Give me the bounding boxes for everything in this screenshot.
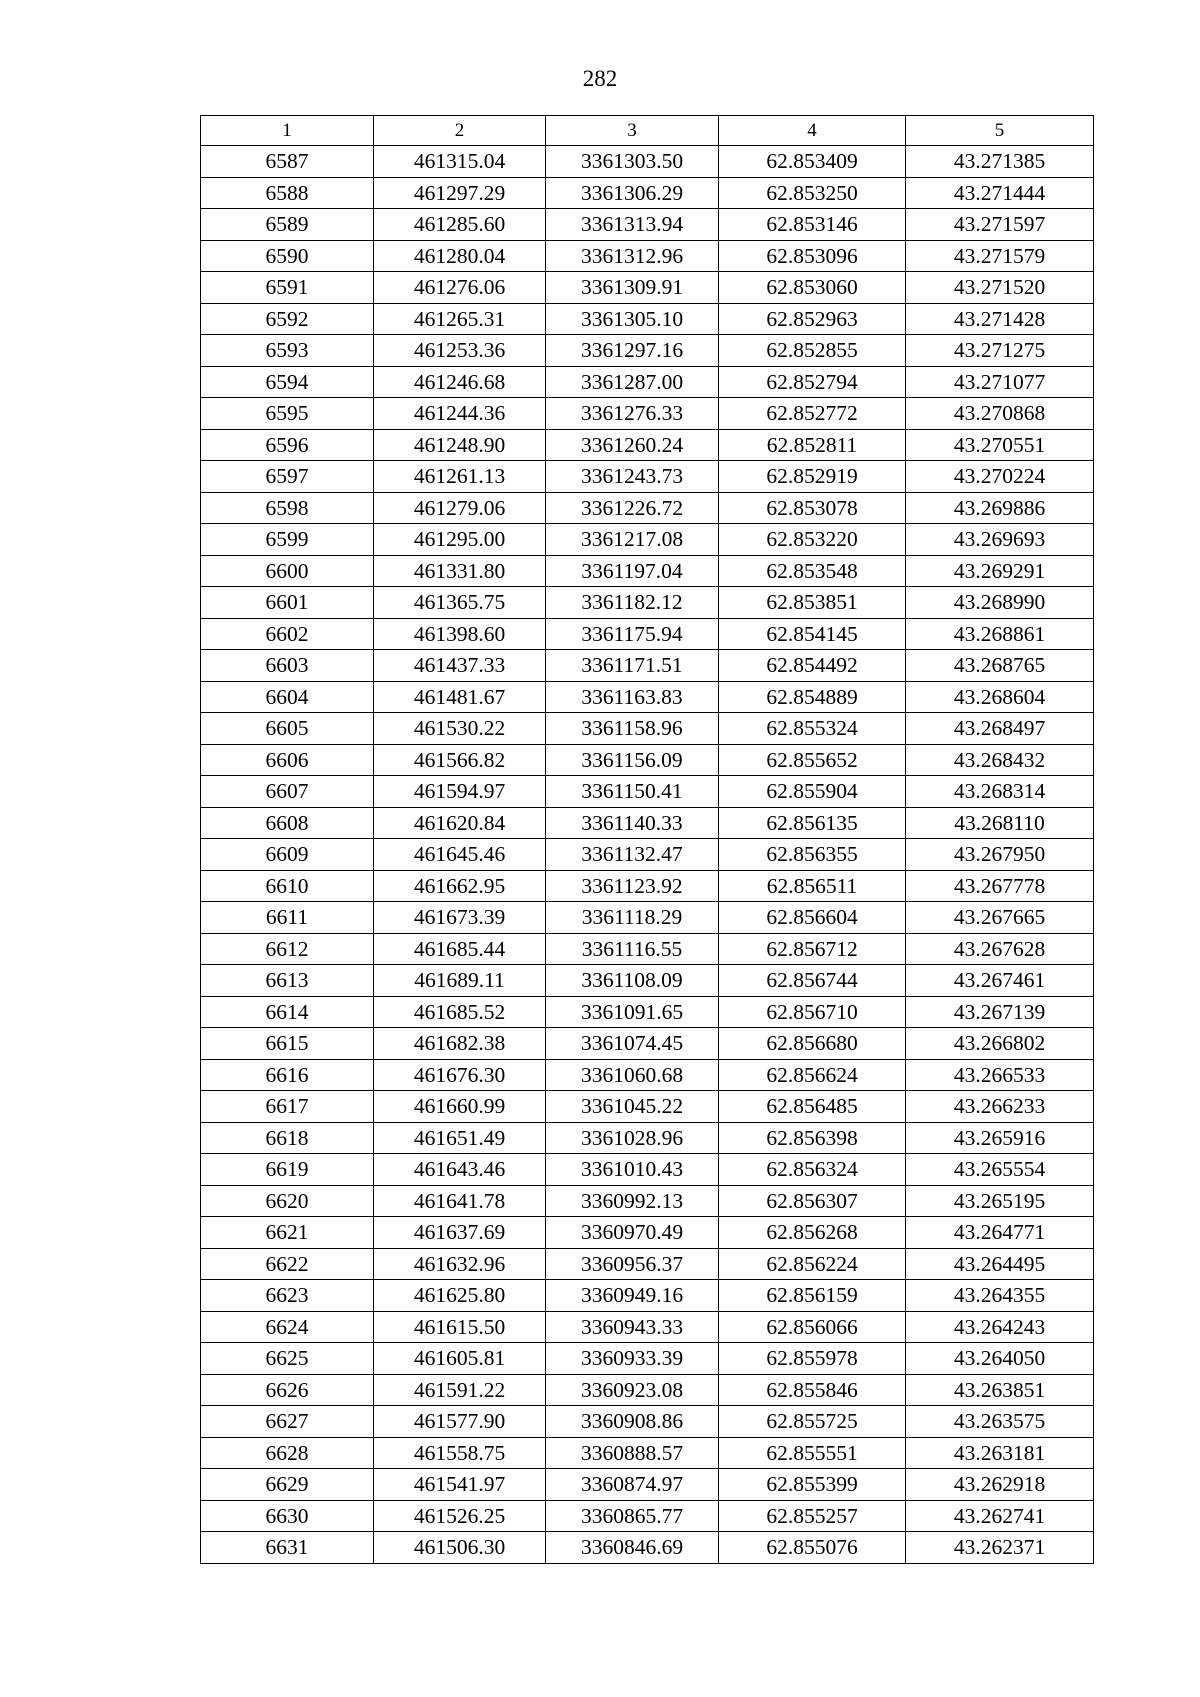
table-cell: 62.856224 <box>719 1248 906 1280</box>
column-header: 2 <box>374 116 546 146</box>
table-cell: 43.263851 <box>906 1374 1094 1406</box>
table-cell: 43.267628 <box>906 933 1094 965</box>
table-cell: 6594 <box>201 366 374 398</box>
table-row <box>201 1122 1094 1154</box>
table-cell: 6623 <box>201 1280 374 1312</box>
table-row <box>201 996 1094 1028</box>
table-cell: 461331.80 <box>374 555 546 587</box>
table-cell: 62.856604 <box>719 902 906 934</box>
table-cell: 6595 <box>201 398 374 430</box>
table-cell: 43.265916 <box>906 1122 1094 1154</box>
table-cell: 3361118.29 <box>546 902 719 934</box>
table-cell: 43.267778 <box>906 870 1094 902</box>
table-cell: 62.854492 <box>719 650 906 682</box>
table-cell: 62.856066 <box>719 1311 906 1343</box>
table-cell: 461558.75 <box>374 1437 546 1469</box>
table-cell: 3361108.09 <box>546 965 719 997</box>
table-cell: 43.268861 <box>906 618 1094 650</box>
table-cell: 3360949.16 <box>546 1280 719 1312</box>
table-row <box>201 807 1094 839</box>
table-row <box>201 524 1094 556</box>
table-cell: 62.853096 <box>719 240 906 272</box>
table-row <box>201 240 1094 272</box>
table-row <box>201 1217 1094 1249</box>
table-cell: 43.266533 <box>906 1059 1094 1091</box>
table-cell: 62.856624 <box>719 1059 906 1091</box>
table-cell: 62.856398 <box>719 1122 906 1154</box>
table-cell: 62.855324 <box>719 713 906 745</box>
table-row <box>201 1154 1094 1186</box>
table-cell: 461246.68 <box>374 366 546 398</box>
table-cell: 43.270224 <box>906 461 1094 493</box>
table-row <box>201 1437 1094 1469</box>
table-cell: 6598 <box>201 492 374 524</box>
table-cell: 3360846.69 <box>546 1532 719 1564</box>
table-row <box>201 461 1094 493</box>
table-cell: 461625.80 <box>374 1280 546 1312</box>
table-cell: 62.856307 <box>719 1185 906 1217</box>
table-cell: 3360874.97 <box>546 1469 719 1501</box>
table-cell: 461285.60 <box>374 209 546 241</box>
table-row <box>201 555 1094 587</box>
table-row <box>201 1406 1094 1438</box>
table-cell: 3360888.57 <box>546 1437 719 1469</box>
table-cell: 43.271428 <box>906 303 1094 335</box>
table-cell: 43.262371 <box>906 1532 1094 1564</box>
table-cell: 3361158.96 <box>546 713 719 745</box>
table-cell: 461566.82 <box>374 744 546 776</box>
table-cell: 62.854889 <box>719 681 906 713</box>
table-cell: 3361140.33 <box>546 807 719 839</box>
table-row <box>201 146 1094 178</box>
table-row <box>201 492 1094 524</box>
table-cell: 461676.30 <box>374 1059 546 1091</box>
table-cell: 6600 <box>201 555 374 587</box>
table-cell: 43.271385 <box>906 146 1094 178</box>
table-cell: 43.265554 <box>906 1154 1094 1186</box>
table-cell: 62.852919 <box>719 461 906 493</box>
table-row <box>201 1185 1094 1217</box>
table-cell: 3360933.39 <box>546 1343 719 1375</box>
table-row <box>201 1091 1094 1123</box>
table-cell: 461632.96 <box>374 1248 546 1280</box>
table-cell: 3361156.09 <box>546 744 719 776</box>
table-cell: 3361091.65 <box>546 996 719 1028</box>
table-cell: 62.855978 <box>719 1343 906 1375</box>
table-cell: 6614 <box>201 996 374 1028</box>
table-cell: 6603 <box>201 650 374 682</box>
table-cell: 461645.46 <box>374 839 546 871</box>
table-cell: 461605.81 <box>374 1343 546 1375</box>
table-cell: 3360943.33 <box>546 1311 719 1343</box>
table-cell: 461685.52 <box>374 996 546 1028</box>
table-row <box>201 870 1094 902</box>
table-cell: 3360970.49 <box>546 1217 719 1249</box>
table-cell: 43.262918 <box>906 1469 1094 1501</box>
table-cell: 461643.46 <box>374 1154 546 1186</box>
table-cell: 6602 <box>201 618 374 650</box>
table-cell: 43.270868 <box>906 398 1094 430</box>
table-cell: 6599 <box>201 524 374 556</box>
table-cell: 62.856355 <box>719 839 906 871</box>
table-cell: 3361297.16 <box>546 335 719 367</box>
table-cell: 3361197.04 <box>546 555 719 587</box>
table-cell: 43.267139 <box>906 996 1094 1028</box>
table-cell: 6607 <box>201 776 374 808</box>
table-cell: 3361287.00 <box>546 366 719 398</box>
table-header-row <box>201 116 1094 146</box>
table-row <box>201 398 1094 430</box>
table-cell: 6589 <box>201 209 374 241</box>
table-cell: 461526.25 <box>374 1500 546 1532</box>
table-cell: 461244.36 <box>374 398 546 430</box>
table-cell: 43.269886 <box>906 492 1094 524</box>
coordinates-table <box>200 115 1094 1564</box>
table-cell: 43.271579 <box>906 240 1094 272</box>
table-cell: 6616 <box>201 1059 374 1091</box>
table-cell: 3361226.72 <box>546 492 719 524</box>
table-cell: 461673.39 <box>374 902 546 934</box>
table-row <box>201 177 1094 209</box>
table-cell: 62.856712 <box>719 933 906 965</box>
table-cell: 43.270551 <box>906 429 1094 461</box>
table-cell: 461620.84 <box>374 807 546 839</box>
table-row <box>201 1343 1094 1375</box>
table-cell: 6629 <box>201 1469 374 1501</box>
table-cell: 43.265195 <box>906 1185 1094 1217</box>
table-row <box>201 1311 1094 1343</box>
table-cell: 43.264355 <box>906 1280 1094 1312</box>
table-row <box>201 587 1094 619</box>
table-row <box>201 1248 1094 1280</box>
table-row <box>201 1469 1094 1501</box>
table-row <box>201 776 1094 808</box>
table-cell: 62.855076 <box>719 1532 906 1564</box>
table-cell: 3361163.83 <box>546 681 719 713</box>
table-cell: 6617 <box>201 1091 374 1123</box>
table-row <box>201 335 1094 367</box>
table-cell: 461637.69 <box>374 1217 546 1249</box>
table-row <box>201 366 1094 398</box>
table-cell: 461280.04 <box>374 240 546 272</box>
table-row <box>201 209 1094 241</box>
table-cell: 3361312.96 <box>546 240 719 272</box>
table-cell: 461577.90 <box>374 1406 546 1438</box>
table-cell: 62.852963 <box>719 303 906 335</box>
table-row <box>201 429 1094 461</box>
table-cell: 6627 <box>201 1406 374 1438</box>
table-cell: 43.262741 <box>906 1500 1094 1532</box>
table-cell: 62.855904 <box>719 776 906 808</box>
table-row <box>201 1059 1094 1091</box>
table-row <box>201 1500 1094 1532</box>
table-cell: 43.271275 <box>906 335 1094 367</box>
table-cell: 62.856680 <box>719 1028 906 1060</box>
table-cell: 62.852772 <box>719 398 906 430</box>
table-cell: 6593 <box>201 335 374 367</box>
table-cell: 62.852794 <box>719 366 906 398</box>
table-cell: 3360956.37 <box>546 1248 719 1280</box>
table-cell: 6610 <box>201 870 374 902</box>
table-cell: 6622 <box>201 1248 374 1280</box>
column-header: 1 <box>201 116 374 146</box>
table-cell: 3361060.68 <box>546 1059 719 1091</box>
table-cell: 62.855257 <box>719 1500 906 1532</box>
table-row <box>201 1280 1094 1312</box>
table-cell: 3361150.41 <box>546 776 719 808</box>
page-number: 282 <box>582 66 618 91</box>
table-cell: 6588 <box>201 177 374 209</box>
table-cell: 62.855399 <box>719 1469 906 1501</box>
table-cell: 3361243.73 <box>546 461 719 493</box>
table-cell: 461530.22 <box>374 713 546 745</box>
table-cell: 461437.33 <box>374 650 546 682</box>
table-cell: 461398.60 <box>374 618 546 650</box>
table-cell: 461297.29 <box>374 177 546 209</box>
table-cell: 6619 <box>201 1154 374 1186</box>
table-cell: 6609 <box>201 839 374 871</box>
table-cell: 43.271520 <box>906 272 1094 304</box>
table-row <box>201 303 1094 335</box>
table-cell: 461689.11 <box>374 965 546 997</box>
table-cell: 43.268765 <box>906 650 1094 682</box>
table-row <box>201 618 1094 650</box>
table-cell: 43.267461 <box>906 965 1094 997</box>
table-row <box>201 839 1094 871</box>
table-cell: 6590 <box>201 240 374 272</box>
table-cell: 3361276.33 <box>546 398 719 430</box>
table-cell: 461662.95 <box>374 870 546 902</box>
table-cell: 62.853548 <box>719 555 906 587</box>
table-cell: 6597 <box>201 461 374 493</box>
table-row <box>201 1532 1094 1564</box>
table-cell: 3361175.94 <box>546 618 719 650</box>
table-cell: 6605 <box>201 713 374 745</box>
table-cell: 62.855652 <box>719 744 906 776</box>
table-cell: 62.853250 <box>719 177 906 209</box>
table-cell: 6624 <box>201 1311 374 1343</box>
table-cell: 461660.99 <box>374 1091 546 1123</box>
table-row <box>201 713 1094 745</box>
table-cell: 43.266802 <box>906 1028 1094 1060</box>
table-row <box>201 1028 1094 1060</box>
table-row <box>201 681 1094 713</box>
table-cell: 3361182.12 <box>546 587 719 619</box>
table-cell: 3361309.91 <box>546 272 719 304</box>
table-cell: 43.268432 <box>906 744 1094 776</box>
table-cell: 6615 <box>201 1028 374 1060</box>
table-cell: 43.267950 <box>906 839 1094 871</box>
table-cell: 461481.67 <box>374 681 546 713</box>
table-cell: 43.264771 <box>906 1217 1094 1249</box>
table-cell: 43.264495 <box>906 1248 1094 1280</box>
table-cell: 62.852811 <box>719 429 906 461</box>
table-cell: 461295.00 <box>374 524 546 556</box>
table-cell: 3361028.96 <box>546 1122 719 1154</box>
table-cell: 6601 <box>201 587 374 619</box>
table-cell: 3361171.51 <box>546 650 719 682</box>
table-cell: 461315.04 <box>374 146 546 178</box>
table-cell: 3361010.43 <box>546 1154 719 1186</box>
table-cell: 6625 <box>201 1343 374 1375</box>
table-cell: 62.856268 <box>719 1217 906 1249</box>
table-cell: 62.855846 <box>719 1374 906 1406</box>
table-cell: 62.853220 <box>719 524 906 556</box>
table-cell: 43.269291 <box>906 555 1094 587</box>
table-cell: 3361132.47 <box>546 839 719 871</box>
table-cell: 6604 <box>201 681 374 713</box>
table-cell: 3360923.08 <box>546 1374 719 1406</box>
table-cell: 461248.90 <box>374 429 546 461</box>
table-cell: 62.856710 <box>719 996 906 1028</box>
table-cell: 3361116.55 <box>546 933 719 965</box>
table-cell: 62.856135 <box>719 807 906 839</box>
table-body <box>201 146 1094 1564</box>
table-cell: 6620 <box>201 1185 374 1217</box>
table-cell: 461365.75 <box>374 587 546 619</box>
table-cell: 43.268990 <box>906 587 1094 619</box>
table-cell: 3361074.45 <box>546 1028 719 1060</box>
table-cell: 6608 <box>201 807 374 839</box>
table-cell: 6587 <box>201 146 374 178</box>
table-cell: 62.853078 <box>719 492 906 524</box>
table-cell: 62.853146 <box>719 209 906 241</box>
table-cell: 461615.50 <box>374 1311 546 1343</box>
table-cell: 62.855551 <box>719 1437 906 1469</box>
table-row <box>201 902 1094 934</box>
table-row <box>201 965 1094 997</box>
table-cell: 43.268314 <box>906 776 1094 808</box>
table-cell: 6591 <box>201 272 374 304</box>
table-cell: 43.263575 <box>906 1406 1094 1438</box>
table-cell: 62.852855 <box>719 335 906 367</box>
table-row <box>201 272 1094 304</box>
table-cell: 62.853060 <box>719 272 906 304</box>
table-cell: 43.268110 <box>906 807 1094 839</box>
table-cell: 62.853851 <box>719 587 906 619</box>
table-cell: 3360908.86 <box>546 1406 719 1438</box>
table-cell: 461506.30 <box>374 1532 546 1564</box>
table-cell: 43.271597 <box>906 209 1094 241</box>
table-cell: 6628 <box>201 1437 374 1469</box>
table-cell: 6630 <box>201 1500 374 1532</box>
table-cell: 461591.22 <box>374 1374 546 1406</box>
table-cell: 3361313.94 <box>546 209 719 241</box>
table-cell: 3361303.50 <box>546 146 719 178</box>
table-cell: 43.264050 <box>906 1343 1094 1375</box>
table-cell: 3361305.10 <box>546 303 719 335</box>
table-cell: 43.266233 <box>906 1091 1094 1123</box>
table-row <box>201 1374 1094 1406</box>
table-cell: 6612 <box>201 933 374 965</box>
table-cell: 62.853409 <box>719 146 906 178</box>
table-cell: 43.269693 <box>906 524 1094 556</box>
table-cell: 43.271077 <box>906 366 1094 398</box>
table-cell: 461541.97 <box>374 1469 546 1501</box>
table-cell: 6621 <box>201 1217 374 1249</box>
table-row <box>201 744 1094 776</box>
column-header: 5 <box>906 116 1094 146</box>
table-cell: 461682.38 <box>374 1028 546 1060</box>
table-cell: 62.855725 <box>719 1406 906 1438</box>
table-cell: 461641.78 <box>374 1185 546 1217</box>
table-cell: 6592 <box>201 303 374 335</box>
table-cell: 461276.06 <box>374 272 546 304</box>
table-cell: 6626 <box>201 1374 374 1406</box>
table-cell: 3361123.92 <box>546 870 719 902</box>
table-cell: 3360992.13 <box>546 1185 719 1217</box>
table-cell: 43.271444 <box>906 177 1094 209</box>
table-cell: 6596 <box>201 429 374 461</box>
table-cell: 461685.44 <box>374 933 546 965</box>
table-row <box>201 650 1094 682</box>
column-header: 4 <box>719 116 906 146</box>
table-cell: 62.856511 <box>719 870 906 902</box>
table-cell: 461651.49 <box>374 1122 546 1154</box>
table-cell: 6606 <box>201 744 374 776</box>
table-cell: 43.268497 <box>906 713 1094 745</box>
table-cell: 461265.31 <box>374 303 546 335</box>
table-cell: 6618 <box>201 1122 374 1154</box>
table-cell: 3360865.77 <box>546 1500 719 1532</box>
table-cell: 461253.36 <box>374 335 546 367</box>
table-cell: 43.268604 <box>906 681 1094 713</box>
table-cell: 461261.13 <box>374 461 546 493</box>
table-cell: 62.856744 <box>719 965 906 997</box>
column-header: 3 <box>546 116 719 146</box>
table-cell: 43.264243 <box>906 1311 1094 1343</box>
table-cell: 43.263181 <box>906 1437 1094 1469</box>
table-row <box>201 933 1094 965</box>
table-cell: 62.856159 <box>719 1280 906 1312</box>
table-cell: 6613 <box>201 965 374 997</box>
table-cell: 3361045.22 <box>546 1091 719 1123</box>
table-cell: 461279.06 <box>374 492 546 524</box>
table-cell: 3361260.24 <box>546 429 719 461</box>
table-cell: 62.856324 <box>719 1154 906 1186</box>
table-cell: 6611 <box>201 902 374 934</box>
table-cell: 3361217.08 <box>546 524 719 556</box>
table-cell: 461594.97 <box>374 776 546 808</box>
table-cell: 43.267665 <box>906 902 1094 934</box>
table-cell: 6631 <box>201 1532 374 1564</box>
table-cell: 62.854145 <box>719 618 906 650</box>
table-cell: 3361306.29 <box>546 177 719 209</box>
table-cell: 62.856485 <box>719 1091 906 1123</box>
